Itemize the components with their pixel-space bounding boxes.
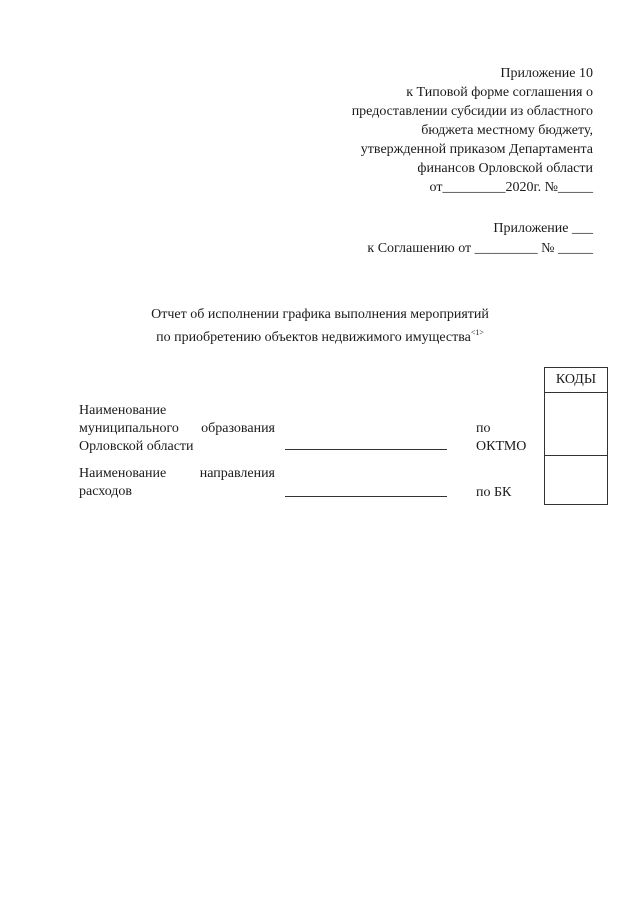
expense-label-line: Наименование направления: [79, 466, 275, 481]
oktmo-code-cell[interactable]: [545, 393, 607, 456]
report-title: [0, 306, 640, 347]
bk-label: по БК: [476, 485, 512, 500]
appendix-line: к Соглашению от _________ № _____: [367, 241, 593, 256]
codes-table: [544, 367, 608, 505]
oktmo-label-line: ОКТМО: [476, 439, 527, 454]
codes-header: КОДЫ: [545, 368, 607, 393]
header-line: утвержденной приказом Департамента: [360, 142, 593, 157]
title-line-2: [0, 324, 640, 347]
oktmo-label: [476, 420, 526, 456]
title-line-1: Отчет об исполнении графика выполнения мероприятий: [151, 307, 489, 322]
bk-code-cell[interactable]: [545, 456, 607, 504]
header-line: финансов Орловской области: [417, 161, 593, 176]
municipality-label-line: муниципального образования: [79, 421, 275, 436]
oktmo-label-line: по: [476, 421, 491, 436]
appendix-header: [352, 64, 593, 197]
header-line: к Типовой форме соглашения о: [406, 85, 593, 100]
expense-direction-label: [79, 465, 275, 501]
header-line: бюджета местному бюджету,: [421, 123, 593, 138]
municipality-label: [79, 402, 275, 456]
header-line: Приложение 10: [500, 66, 593, 81]
title-line-2-text: по приобретению объектов недвижимого имущества: [156, 330, 471, 345]
municipality-label-line: Наименование: [79, 403, 167, 418]
expense-label-line: расходов: [79, 484, 133, 499]
agreement-appendix: [367, 219, 593, 259]
header-line: предоставлении субсидии из областного: [351, 104, 593, 119]
expense-input-line[interactable]: [285, 496, 447, 497]
appendix-line: Приложение ___: [493, 221, 593, 236]
municipality-label-line: Орловской области: [79, 439, 194, 454]
municipality-input-line[interactable]: [285, 449, 447, 450]
header-line: от_________2020г. №_____: [429, 180, 593, 195]
footnote-marker: <1>: [470, 328, 484, 337]
